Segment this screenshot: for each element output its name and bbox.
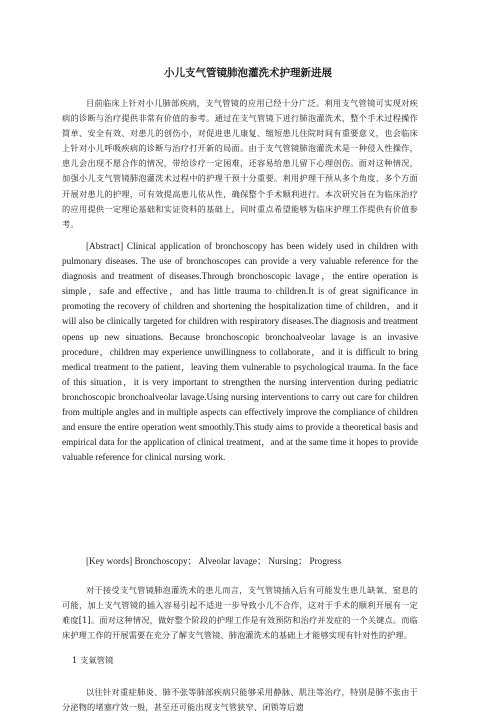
chinese-abstract: 目前临床上针对小儿肺部疾病，支气管镜的应用已经十分广泛。利用支气管镜可实现对疾病的诊断与治疗提供非常有价值的参考。通过在支气管镜下进行肺泡灌洗术，整个手术过程操作简单、安全有效、对患儿的创伤小，对促进患儿康复、缩短患儿住院时间有重要意义，也会临床上针对小儿呼吸疾病的诊断与治疗打开新的局面。由于支气管镜肺泡灌洗术是一种侵入性操作，患儿会出现不愿合作的情况，带给诊疗一定困难，还容易给患儿留下心理创伤。面对这种情况，加强小儿支气管镜肺泡灌洗术过程中的护理干预十分重要。利用护理干预从多个角度、多个方面开展对患儿的护理，可有效提高患儿依从性，确保整个手术顺利进行。本次研究旨在为临床治疗的应用提供一定理论基础和实证资料的基础上，同时重点希望能够为临床护理工作提供有价值参考。 <box>62 98 418 229</box>
section-1-paragraph: 以往针对重症肺炎、肺不张等肺部疾病只能够采用静脉、肌注等治疗，特别是肺不张由于分泌物的堵塞疗效一般，甚至还可能出现支气管狭窄、闭锁等后遗 <box>62 687 418 713</box>
english-abstract: [Abstract] Clinical application of bronchoscopy has been widely used in children with pulmonary diseases. The use of bronchoscopes can provide a very valuable reference for the diagnosis and treatment of diseases.Through bronchoscopic lavage，the entire operation is simple，safe and effective，and has little trauma to children.It is of great significance in promoting the recovery of children and shortening the hospitalization time of children，and it will also be clinically targeted for children with respiratory diseases.The diagnosis and treatment opens up new situations. Because bronchoscopic bronchoalveolar lavage is an invasive procedure，children may experience unwillingness to collaborate，and it is difficult to bring medical treatment to the patient，leaving them vulnerable to psychological trauma. In the face of this situation，it is very important to strengthen the nursing intervention during pediatric bronchoscopic bronchoalveolar lavage.Using nursing interventions to carry out care for children from multiple angles and in multiple aspects can effectively improve the compliance of children and ensure the entire operation went smoothly.This study aims to provide a theoretical basis and empirical data for the application of clinical treatment，and at the same time it hopes to provide valuable reference for clinical nursing work. <box>62 241 418 463</box>
keywords-line: [Key words] Bronchoscopy； Alveolar lavage； Nursing； Progress <box>86 556 342 566</box>
paper-title: 小儿支气管镜肺泡灌洗术护理新进展 <box>164 67 332 79</box>
section-heading-1: 1 支氣管镜 <box>72 655 114 665</box>
introduction-paragraph: 对于接受支气管镜肺泡灌洗术的患儿而言，支气管镜插入后有可能发生患儿缺氧、窒息的可能，加上支气管镜的插入容易引起不适进一步导致小儿不合作，这对于手术的顺利开展有一定难度[1]。面对这种情况，做好整个阶段的护理工作是有效预防和治疗并发症的一个关键点。而临床护理工作的开展需要在充分了解支气管镜、肺泡灌洗术的基础上才能够实现有针对性的护理。 <box>62 585 418 641</box>
